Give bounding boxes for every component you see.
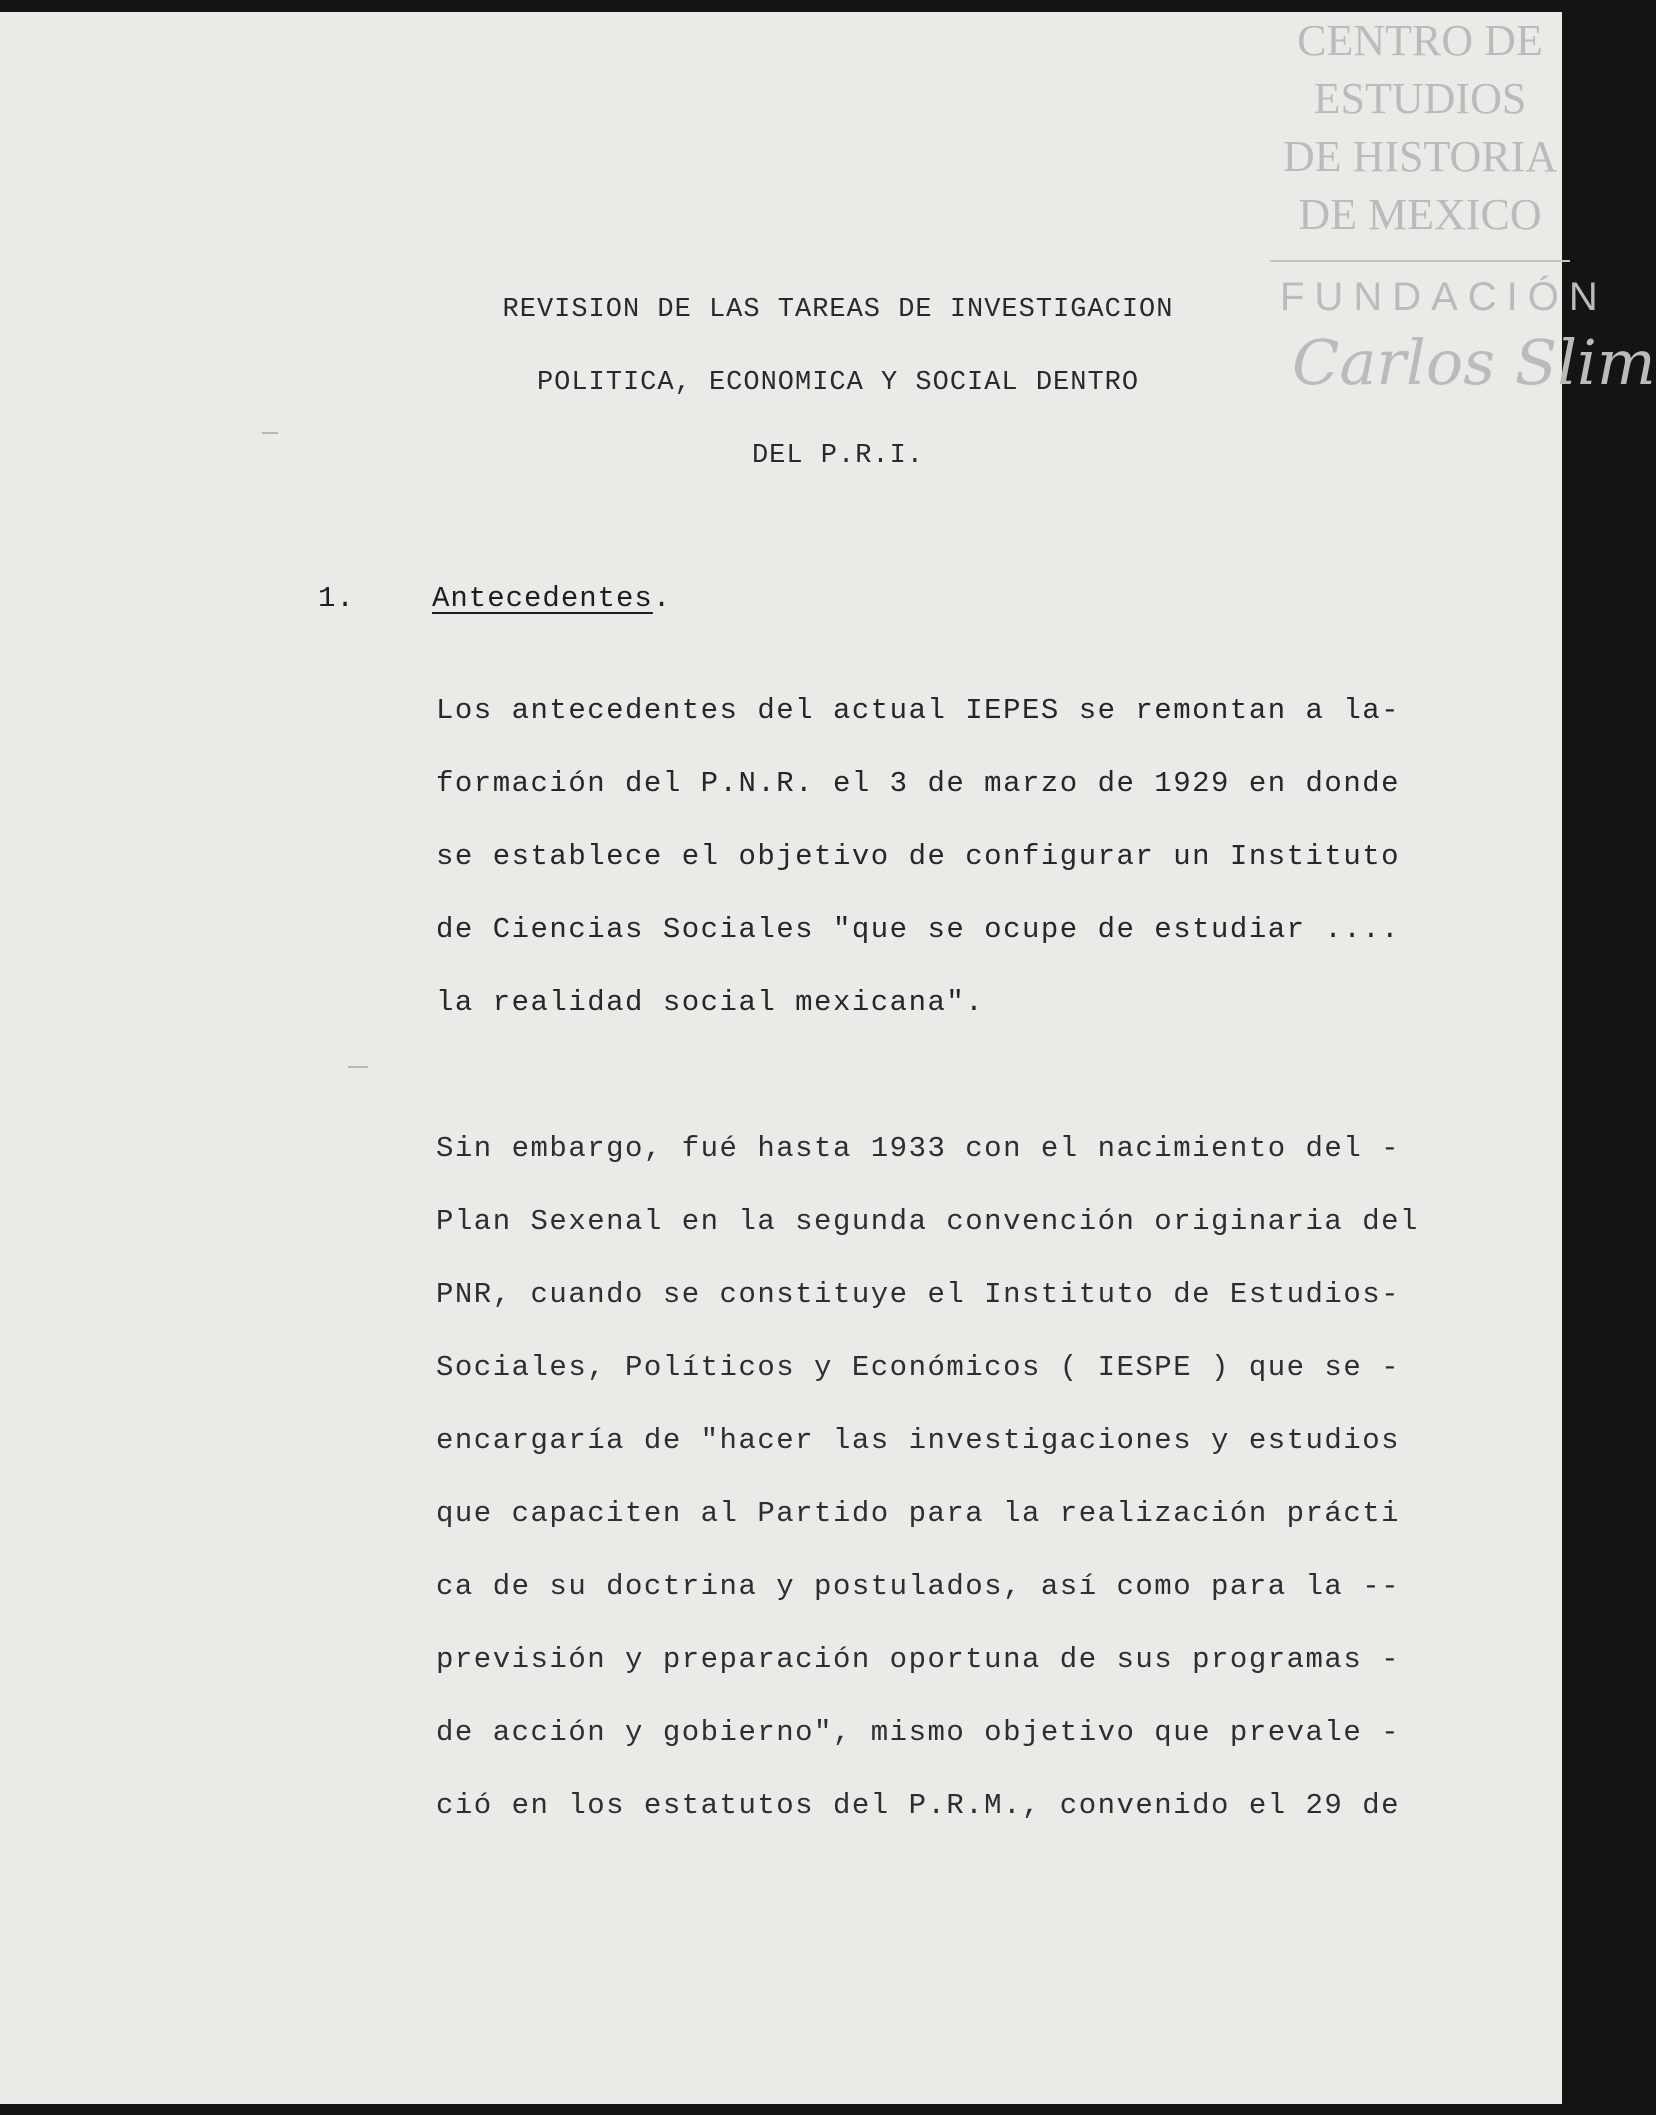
watermark-line: ESTUDIOS xyxy=(1313,74,1527,123)
section-title-period: . xyxy=(652,582,672,615)
paragraph-line: formación del P.N.R. el 3 de marzo de 1929 en donde xyxy=(436,767,1401,800)
watermark-line: CENTRO DE xyxy=(1297,16,1543,65)
paragraph-line: Los antecedentes del actual IEPES se remontan a la- xyxy=(436,694,1401,727)
paragraph-line: la realidad social mexicana". xyxy=(436,986,985,1019)
paragraph-line: Sin embargo, fué hasta 1933 con el nacimiento del - xyxy=(436,1132,1401,1165)
paragraph-line: de acción y gobierno", mismo objetivo que prevale - xyxy=(436,1716,1401,1749)
paragraph xyxy=(436,1112,1419,1842)
watermark-signature: Carlos Slim xyxy=(1292,326,1656,399)
scan-mark xyxy=(348,1066,368,1068)
paragraph-line: de Ciencias Sociales "que se ocupe de estudiar .... xyxy=(436,913,1401,946)
paragraph-line: PNR, cuando se constituye el Instituto de Estudios- xyxy=(436,1278,1401,1311)
document-title xyxy=(428,274,1248,493)
section-title: Antecedentes xyxy=(432,582,653,615)
watermark-line: DE MEXICO xyxy=(1298,190,1542,239)
watermark-line: DE HISTORIA xyxy=(1282,132,1558,181)
section-heading xyxy=(318,574,671,624)
paragraph-line: previsión y preparación oportuna de sus programas - xyxy=(436,1643,1401,1676)
watermark-divider xyxy=(1270,260,1570,262)
title-line: DEL P.R.I. xyxy=(751,441,925,471)
paragraph-line: ca de su doctrina y postulados, así como para la -- xyxy=(436,1570,1401,1603)
paragraph-line: Plan Sexenal en la segunda convención originaria del xyxy=(436,1205,1419,1238)
watermark-foundation: FUNDACIÓN xyxy=(1280,275,1608,319)
paragraph-line: que capaciten al Partido para la realización prácti xyxy=(436,1497,1401,1530)
paragraph-line: ció en los estatutos del P.R.M., convenido el 29 de xyxy=(436,1789,1401,1822)
paragraph-line: Sociales, Políticos y Económicos ( IESPE ) que se - xyxy=(436,1351,1401,1384)
title-line: POLITICA, ECONOMICA Y SOCIAL DENTRO xyxy=(536,368,1140,398)
scan-mark xyxy=(262,432,278,434)
paragraph xyxy=(436,674,1400,1039)
section-number: 1. xyxy=(318,582,355,615)
document-page xyxy=(0,12,1656,2104)
paragraph-line: encargaría de "hacer las investigaciones y estudios xyxy=(436,1424,1401,1457)
paragraph-line: se establece el objetivo de configurar un Instituto xyxy=(436,840,1401,873)
title-line: REVISION DE LAS TAREAS DE INVESTIGACION xyxy=(502,295,1174,325)
archive-watermark xyxy=(1270,12,1656,402)
